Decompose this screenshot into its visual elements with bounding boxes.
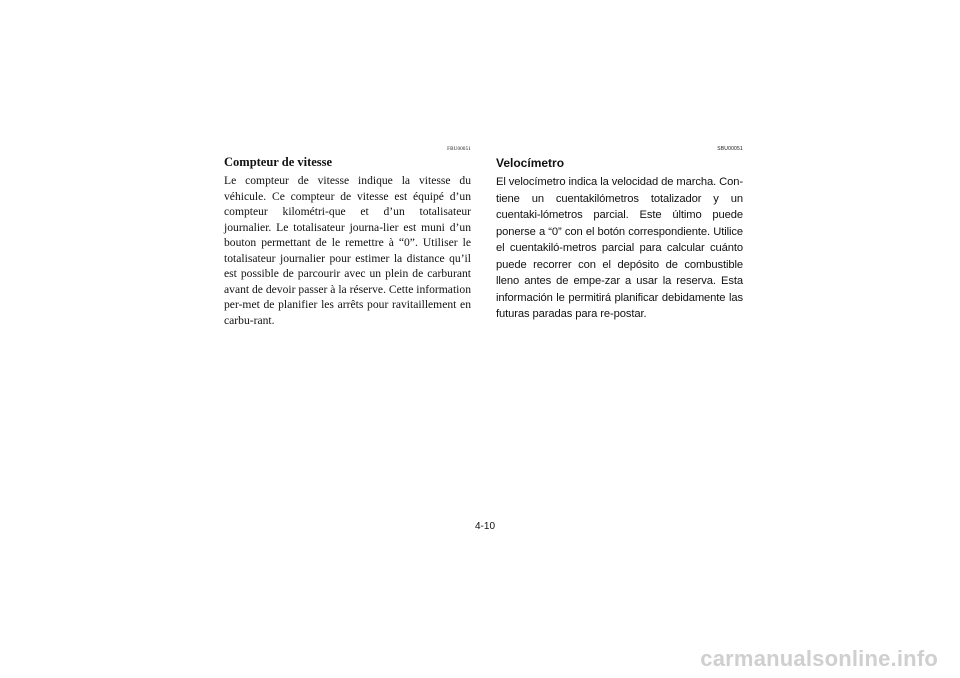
section-code: FBU00051 [447, 147, 471, 152]
french-column [224, 146, 471, 328]
section-heading: Compteur de vitesse [224, 155, 333, 169]
section-code: SBU00051 [717, 146, 743, 152]
page-number: 4-10 [474, 521, 495, 532]
section-heading: Velocímetro [496, 156, 565, 170]
section-body: El velocímetro indica la velocidad de marcha. Con-tiene un cuentakilómetros totalizador y un cuentaki-lómetros parcial. Este último puede ponerse a “0” con el botón correspondiente. Utilice el cuentakiló-metros parcial para calcular cuánto puede recorrer con el depósito de combustible lleno antes de empe-zar a usar la reserva. Esta información le permitirá planificar debidamente las futuras paradas para re-postar. [496, 176, 743, 320]
section-body: Le compteur de vitesse indique la vitesse du véhicule. Ce compteur de vitesse est équipé d’un compteur kilométri-que et d’un totalisateur journalier. Le totalisateur journa-lier est muni d’un bouton permettant de le remettre à “0”. Utiliser le totalisateur journalier pour estimer la distance qu’il est possible de parcourir avec un plein de carburant avant de devoir passer à la réserve. Cette information per-met de planifier les arrêts pour ravitaillement en carbu-rant. [224, 174, 471, 327]
spanish-column [496, 146, 743, 323]
watermark: carmanualsonline.info [700, 646, 938, 671]
